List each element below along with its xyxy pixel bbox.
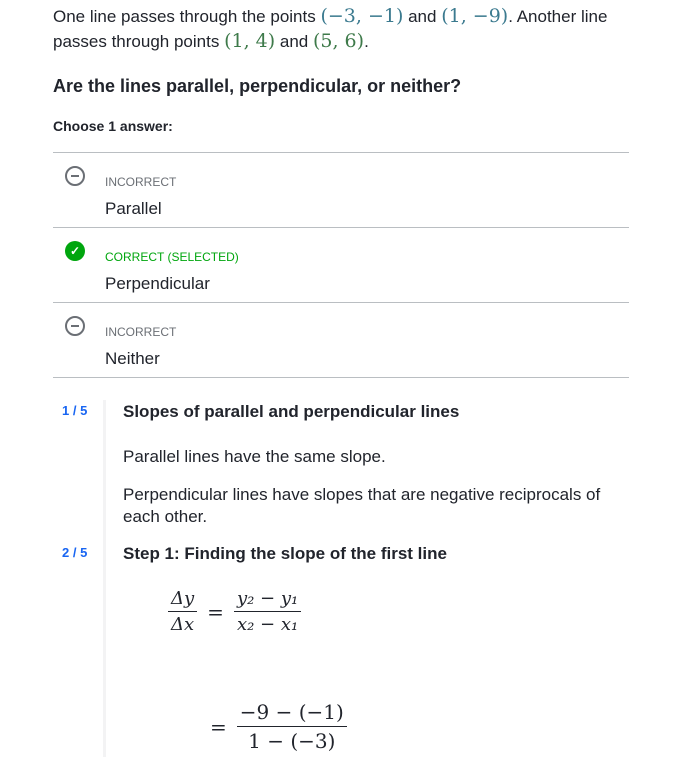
choice-perpendicular[interactable]: Perpendicular (105, 274, 210, 293)
delta-fraction (168, 588, 197, 635)
choice-status: INCORRECT (105, 175, 177, 189)
point-2: (1, −9) (441, 5, 509, 27)
choice-neither[interactable]: Neither (105, 349, 160, 368)
denominator: Δx (171, 614, 195, 635)
divider (53, 302, 629, 303)
question-text-part: One line passes through the points (53, 7, 321, 26)
question-prompt: Are the lines parallel, perpendicular, or neither? (53, 76, 462, 96)
steps-rail (103, 400, 106, 757)
equals-sign: = (207, 599, 224, 624)
step-title: Step 1: Finding the slope of the first line (123, 544, 447, 563)
step-title: Slopes of parallel and perpendicular lines (123, 402, 460, 421)
point-1: (−3, −1) (320, 5, 404, 27)
choice-status: INCORRECT (105, 325, 177, 339)
divider (53, 152, 629, 153)
incorrect-icon (65, 316, 85, 336)
points-fraction (234, 588, 301, 635)
numerator: −9 − (−1) (237, 700, 347, 727)
slope-substitution (210, 700, 347, 753)
question-text (53, 4, 643, 54)
point-3: (1, 4) (224, 30, 276, 52)
numerator: Δy (168, 588, 197, 612)
question-text-part: . (364, 32, 369, 51)
divider (53, 227, 629, 228)
point-4: (5, 6) (312, 30, 365, 52)
step-number: 2 / 5 (62, 545, 88, 560)
denominator: 1 − (−3) (248, 729, 336, 753)
numerator: y₂ − y₁ (234, 588, 301, 612)
choice-parallel[interactable]: Parallel (105, 199, 162, 218)
step-number: 1 / 5 (62, 403, 88, 418)
step-paragraph: Parallel lines have the same slope. (123, 447, 386, 466)
slope-formula (168, 588, 301, 635)
step-paragraph: Perpendicular lines have slopes that are negative reciprocals of each other. (123, 485, 601, 526)
choose-label: Choose 1 answer: (53, 118, 173, 134)
equals-sign: = (210, 714, 227, 739)
question-text-part: and (403, 7, 442, 26)
question-text-part: and (275, 32, 313, 51)
choice-status: CORRECT (SELECTED) (105, 250, 239, 264)
question-text-part: . Another line passes through points (53, 7, 608, 51)
divider (53, 377, 629, 378)
denominator: x₂ − x₁ (236, 614, 299, 635)
check-icon: ✓ (65, 241, 85, 261)
value-fraction (237, 700, 347, 753)
incorrect-icon (65, 166, 85, 186)
